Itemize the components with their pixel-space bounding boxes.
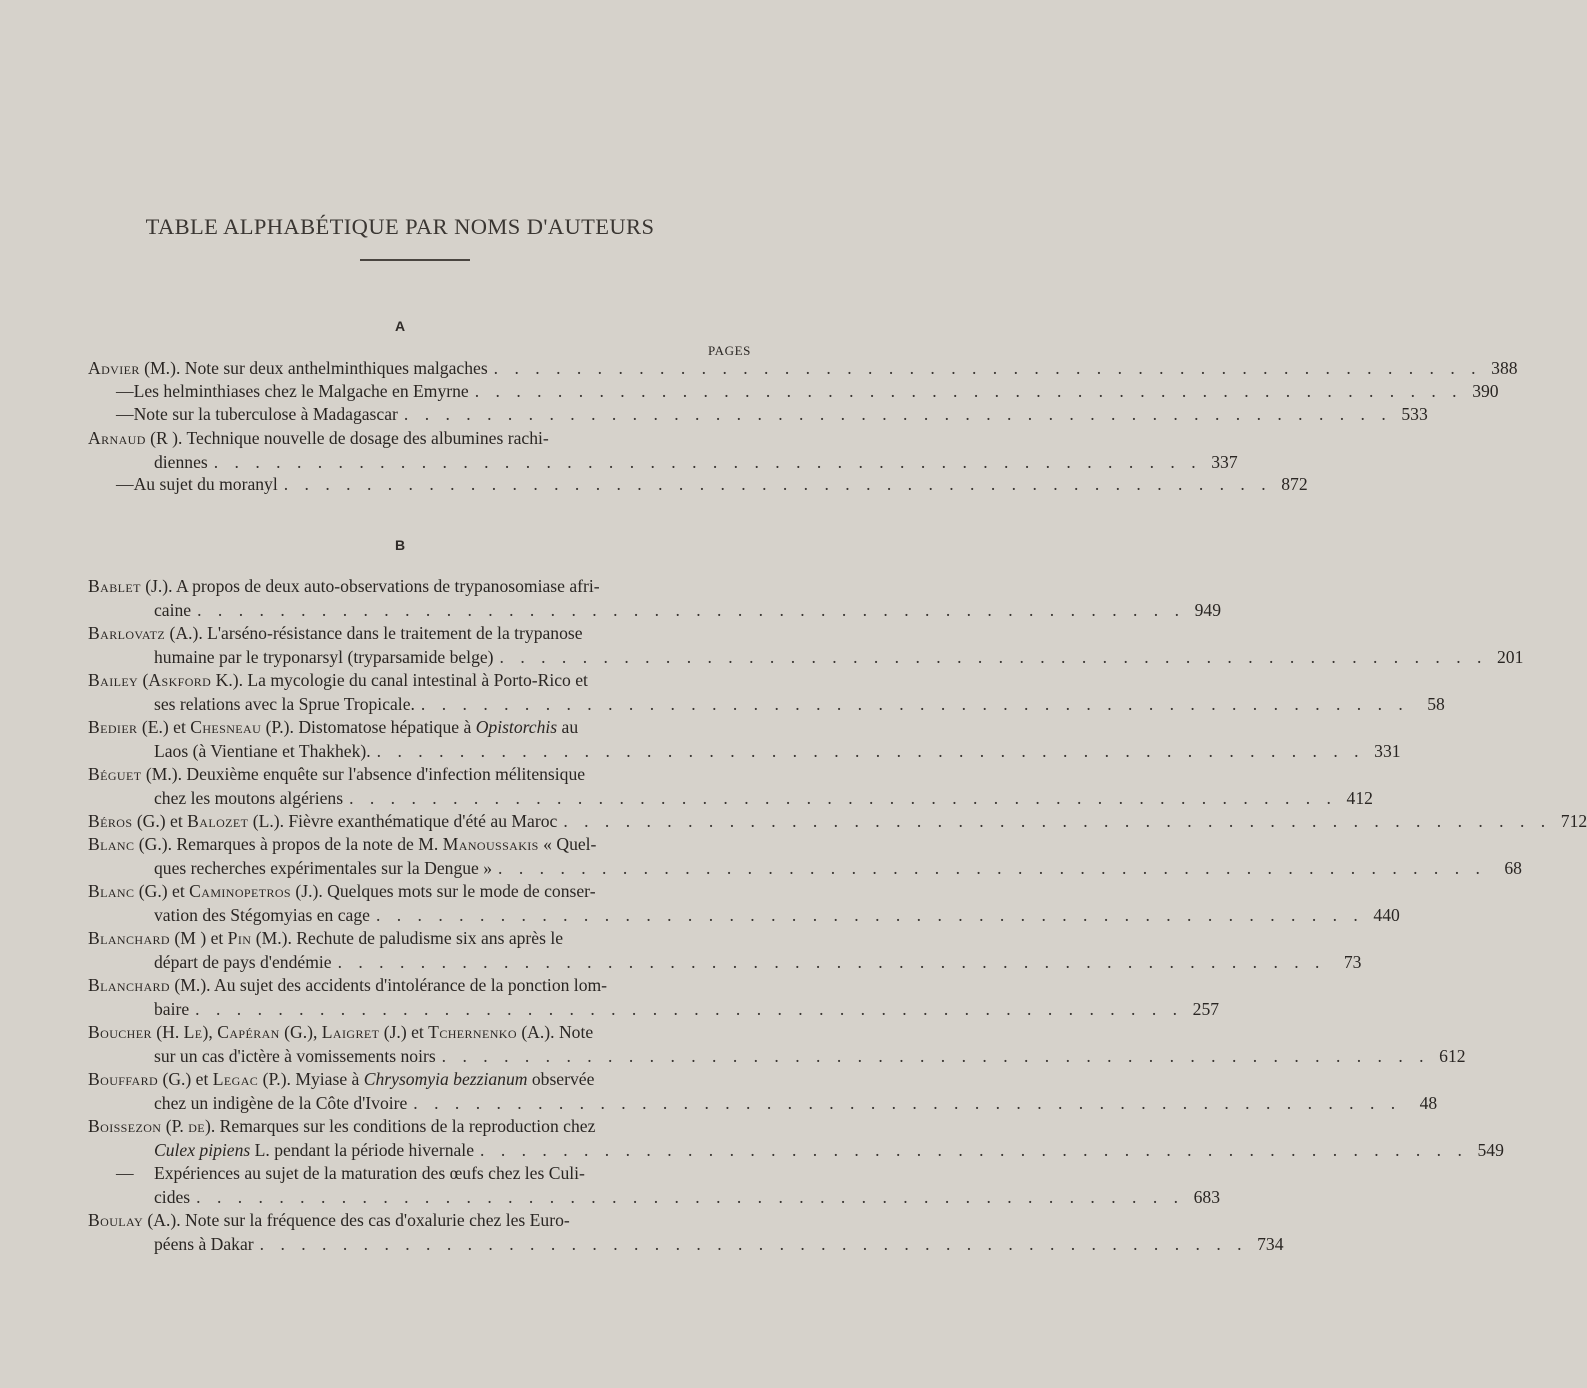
entry-text-part: ses relations avec la Sprue Tropicale. [154, 693, 415, 714]
entry-text-part: (G.) et [158, 1069, 213, 1089]
entry-text-part: (E.) et [137, 717, 191, 737]
author-name: Boulay [88, 1210, 144, 1230]
entry-text-part: (G.), [279, 1022, 322, 1042]
author-name: Béguet [88, 764, 142, 784]
entry-text [88, 716, 578, 740]
index-entry [88, 427, 1238, 474]
index-entry [88, 1068, 1438, 1115]
entry-text [88, 669, 588, 693]
author-name: Boissezon [88, 1116, 162, 1136]
entry-continuation [154, 857, 492, 881]
author-name: Legac [212, 1069, 259, 1089]
entry-first-line [88, 833, 752, 857]
author-name: Bablet [88, 576, 141, 596]
page-number: 390 [1472, 381, 1499, 401]
index-entry [88, 473, 1308, 497]
author-name: Tchernenko [428, 1022, 517, 1042]
dot-leader: . . . . . . . . . . . . . . . . . . . . . . . . . . . . . . . . . . . . . . . . . . . . . . . . [563, 811, 1552, 831]
entry-text-part: humaine par le tryponarsyl (tryparsamide belge) [154, 646, 494, 667]
page-number: 683 [1193, 1186, 1221, 1207]
page-number: 73 [1343, 951, 1362, 972]
entry-continuation-line [88, 998, 1220, 1022]
author-name: Capéran [217, 1022, 280, 1042]
entry-text-part: (M.). Rechute de paludisme six ans après le [251, 928, 564, 948]
index-entry [88, 880, 1400, 927]
author-name: Bailey [88, 670, 139, 690]
page-number: 48 [1419, 1092, 1438, 1113]
entry-text-part: (A.). Note sur la fréquence des cas d'oxalurie chez les Euro- [143, 1210, 570, 1230]
index-entry [88, 1162, 1221, 1209]
entry-text-part: cides [154, 1186, 191, 1207]
index-entry [88, 763, 1373, 810]
page-number: 734 [1257, 1233, 1284, 1254]
page-number: 201 [1497, 646, 1524, 667]
entry-continuation [154, 1233, 254, 1257]
entry-text-part: « Quel- [538, 834, 597, 854]
author-name: Blanc [88, 881, 135, 901]
dot-leader: . . . . . . . . . . . . . . . . . . . . . . . . . . . . . . . . . . . . . . . . . . . . . . . . [196, 1186, 1185, 1207]
dot-leader: . . . . . . . . . . . . . . . . . . . . . . . . . . . . . . . . . . . . . . . . . . . . . . . . [474, 381, 1463, 401]
entry-text-part: (P.). Distomatose hépatique à [261, 717, 476, 737]
entry-text-part: (J.). Quelques mots sur le mode de conser- [291, 881, 596, 901]
entry-text-part: (L.). Fièvre exanthématique d'été au Maroc [248, 811, 558, 831]
entry-text-part: (A.). L'arséno-résistance dans le traitement de la trypanose [165, 623, 583, 643]
index-entry [88, 357, 1518, 381]
entry-continuation-line [88, 1139, 1504, 1163]
entry-text [88, 575, 600, 599]
author-name: Blanchard [88, 928, 171, 948]
index-entry [88, 622, 1524, 669]
index-entry [88, 1209, 1284, 1256]
dot-leader: . . . . . . . . . . . . . . . . . . . . . . . . . . . . . . . . . . . . . . . . . . . . . . . . [493, 358, 1482, 378]
index-entry [88, 669, 1445, 716]
dot-leader: . . . . . . . . . . . . . . . . . . . . . . . . . . . . . . . . . . . . . . . . . . . . . . . . [349, 787, 1337, 808]
entry-continuation-line [88, 857, 1522, 881]
page-number: 331 [1374, 740, 1401, 761]
entry-first-line [88, 427, 752, 451]
entry-text-part: Laos (à Vientiane et Thakhek). [154, 740, 371, 761]
page-number: 58 [1427, 693, 1445, 714]
entry-text: Les helminthiases chez le Malgache en Emyrne [133, 381, 469, 401]
entry-continuation-line [88, 599, 1221, 623]
entry-first-line [88, 927, 752, 951]
entry-continuation [154, 740, 371, 764]
index-entry [88, 1021, 1466, 1068]
dot-leader: . . . . . . . . . . . . . . . . . . . . . . . . . . . . . . . . . . . . . . . . . . . . . . . . [498, 857, 1486, 878]
page-number: 712 [1560, 811, 1587, 831]
entry-text [88, 927, 563, 951]
index-entry [88, 716, 1401, 763]
author-name: Barlovatz [88, 623, 166, 643]
author-name: Blanc [88, 834, 135, 854]
entry-text [88, 833, 596, 857]
entry-text-part: vation des Stégomyias en cage [154, 904, 370, 925]
entry-first-line [88, 880, 752, 904]
author-name: Bouffard [88, 1069, 159, 1089]
entry-first-line [88, 974, 752, 998]
entry-first-line [88, 1162, 752, 1186]
entry-text-part: (G.) et [132, 811, 188, 831]
entry-first-line [88, 716, 752, 740]
author-name: Le [183, 1022, 203, 1042]
entry-continuation [154, 998, 189, 1022]
dot-leader: . . . . . . . . . . . . . . . . . . . . . . . . . . . . . . . . . . . . . . . . . . . . . . . . [195, 998, 1184, 1019]
index-entry [88, 380, 1499, 404]
entry-text [88, 1068, 594, 1092]
entry-first-line [88, 669, 752, 693]
dot-leader: . . . . . . . . . . . . . . . . . . . . . . . . . . . . . . . . . . . . . . . . . . . . . . . . [197, 599, 1185, 620]
dot-leader: . . . . . . . . . . . . . . . . . . . . . . . . . . . . . . . . . . . . . . . . . . . . . . . . [413, 1092, 1402, 1113]
author-name: de [188, 1116, 206, 1136]
author-name: Laigret [321, 1022, 380, 1042]
entry-first-line [88, 1209, 752, 1233]
entry-first-line [88, 473, 1308, 497]
entry-text-part: K.). La mycologie du canal intestinal à Porto-Rico et [211, 670, 588, 690]
entry-text-part: baire [154, 998, 190, 1019]
entry-text-part: (M ) et [170, 928, 228, 948]
entry-first-line [88, 403, 1428, 427]
author-name: Boucher [88, 1022, 152, 1042]
entry-text-part: caine [154, 599, 192, 620]
entry-text-part: ques recherches expérimentales sur la Dengue » [154, 857, 493, 878]
dot-leader: . . . . . . . . . . . . . . . . . . . . . . . . . . . . . . . . . . . . . . . . . . . . . . . . [420, 693, 1409, 714]
dot-leader: . . . . . . . . . . . . . . . . . . . . . . . . . . . . . . . . . . . . . . . . . . . . . . . . [213, 451, 1202, 472]
entry-text [88, 763, 585, 787]
page-number: 440 [1373, 904, 1400, 925]
page-number: 872 [1281, 474, 1308, 494]
entry-text-part: diennes [154, 451, 208, 472]
entry-continuation [154, 693, 415, 717]
entry-first-line [88, 763, 752, 787]
author-name: Advier [88, 358, 140, 378]
entry-text: Au sujet du moranyl [133, 474, 278, 494]
author-name: Béros [88, 811, 133, 831]
page-number: 949 [1194, 599, 1221, 620]
page-number: 533 [1401, 404, 1428, 424]
index-entry [88, 974, 1220, 1021]
author-name: Manoussakis [442, 834, 539, 854]
entry-continuation [154, 904, 370, 928]
author-name: Pin [227, 928, 252, 948]
dash-mark: — [116, 1163, 134, 1183]
entry-continuation-line [88, 646, 1524, 670]
index-entry [88, 575, 1221, 622]
entry-continuation-line [88, 1045, 1466, 1069]
section-letter-a: A [394, 318, 406, 334]
entry-continuation-line [88, 451, 1238, 475]
entry-text-part: (M.). Deuxième enquête sur l'absence d'infection mélitensique [141, 764, 586, 784]
entry-text: Note sur la tuberculose à Madagascar [133, 404, 398, 424]
dot-leader: . . . . . . . . . . . . . . . . . . . . . . . . . . . . . . . . . . . . . . . . . . . . . . . . [441, 1045, 1430, 1066]
title-rule [360, 259, 470, 261]
entry-first-line [88, 622, 752, 646]
entry-continuation [154, 599, 191, 623]
entry-text [88, 427, 549, 451]
entry-text-part: ( [138, 670, 149, 690]
page-number: 612 [1439, 1045, 1466, 1066]
dash-mark: — [116, 381, 134, 401]
author-name: Bedier [88, 717, 138, 737]
entry-first-line [88, 1068, 752, 1092]
entry-text-part: observée [527, 1069, 595, 1089]
entry-continuation-line [88, 787, 1373, 811]
entry-text-part: (J.). A propos de deux auto-observations de trypanosomiase afri- [140, 576, 600, 596]
entry-first-line [88, 575, 752, 599]
entry-text [88, 1209, 570, 1233]
entry-text-part: ). Remarques sur les conditions de la reproduction chez [205, 1116, 596, 1136]
dot-leader: . . . . . . . . . . . . . . . . . . . . . . . . . . . . . . . . . . . . . . . . . . . . . . . . [259, 1233, 1248, 1254]
dash-mark: — [116, 404, 134, 424]
entry-text-part: (P.). Myiase à [258, 1069, 364, 1089]
italic-taxon: Opistorchis [475, 717, 558, 737]
entry-first-line [88, 810, 1587, 834]
entry-text-part: (H. [151, 1022, 184, 1042]
dot-leader: . . . . . . . . . . . . . . . . . . . . . . . . . . . . . . . . . . . . . . . . . . . . . . . . [499, 646, 1488, 667]
entry-continuation-line [88, 1186, 1221, 1210]
entry-text-part: ), [202, 1022, 218, 1042]
pages-column-label: PAGES [708, 343, 751, 358]
author-name: Arnaud [88, 428, 146, 448]
page-number: 388 [1491, 358, 1518, 378]
entry-text-part: (G.) et [134, 881, 190, 901]
page-title: TABLE ALPHABÉTIQUE PAR NOMS D'AUTEURS [145, 214, 655, 239]
dot-leader: . . . . . . . . . . . . . . . . . . . . . . . . . . . . . . . . . . . . . . . . . . . . . . . . [375, 904, 1364, 925]
entry-text-part: (M.). Note sur deux anthelminthiques malgaches [139, 358, 488, 378]
entry-continuation-line [88, 1233, 1284, 1257]
dot-leader: . . . . . . . . . . . . . . . . . . . . . . . . . . . . . . . . . . . . . . . . . . . . . . . . [403, 404, 1392, 424]
page-number: 412 [1346, 787, 1373, 808]
entry-text-part: au [557, 717, 579, 737]
entry-text [88, 357, 488, 381]
entry-text [88, 1115, 595, 1139]
entry-text-part: (J.) et [379, 1022, 429, 1042]
index-entry [88, 810, 1587, 834]
entry-continuation [154, 1186, 190, 1210]
entry-text-part: sur un cas d'ictère à vomissements noirs [154, 1045, 436, 1066]
entry-continuation [154, 646, 494, 670]
page-number: 337 [1211, 451, 1238, 472]
entry-first-line [88, 1021, 752, 1045]
entry-text-part: (G.). Remarques à propos de la note de M. [134, 834, 443, 854]
entry-text [88, 622, 583, 646]
entry-text-part: (M.). Au sujet des accidents d'intolérance de la ponction lom- [170, 975, 608, 995]
entry-text [88, 880, 596, 904]
index-entry [88, 927, 1362, 974]
entry-text-part: départ de pays d'endémie [154, 951, 332, 972]
entry-first-line [88, 1115, 752, 1139]
entry-text-part: (A.). Note [516, 1022, 594, 1042]
author-name: Balozet [187, 811, 249, 831]
page-number: 257 [1192, 998, 1220, 1019]
entry-continuation-line [88, 1092, 1438, 1116]
entry-text-part: péens à Dakar [154, 1233, 254, 1254]
entry-text [88, 1021, 593, 1045]
dot-leader: . . . . . . . . . . . . . . . . . . . . . . . . . . . . . . . . . . . . . . . . . . . . . . . . [480, 1139, 1468, 1160]
index-entry [88, 403, 1428, 427]
entry-continuation-line [88, 904, 1400, 928]
entry-text-part: chez les moutons algériens [154, 787, 344, 808]
author-name: Chesneau [190, 717, 262, 737]
entry-continuation-line [88, 693, 1445, 717]
dash-mark: — [116, 474, 134, 494]
entry-continuation [154, 1139, 474, 1163]
entry-first-line [88, 380, 1499, 404]
author-name: Blanchard [88, 975, 171, 995]
dot-leader: . . . . . . . . . . . . . . . . . . . . . . . . . . . . . . . . . . . . . . . . . . . . . . . . [283, 474, 1272, 494]
entry-continuation [154, 787, 343, 811]
entry-continuation [154, 451, 208, 475]
entry-continuation [154, 1045, 436, 1069]
page-number: 549 [1477, 1139, 1504, 1160]
entry-continuation-line [88, 951, 1362, 975]
entry-text-part: (R ). Technique nouvelle de dosage des albumines rachi- [145, 428, 549, 448]
entry-text-part: chez un indigène de la Côte d'Ivoire [154, 1092, 408, 1113]
section-letter-b: B [394, 537, 406, 553]
entry-continuation [154, 1092, 407, 1116]
index-entry [88, 1115, 1504, 1162]
author-name: Caminopetros [189, 881, 292, 901]
italic-taxon: Culex pipiens [154, 1139, 251, 1160]
dot-leader: . . . . . . . . . . . . . . . . . . . . . . . . . . . . . . . . . . . . . . . . . . . . . . . . [337, 951, 1326, 972]
italic-taxon: Chrysomyia bezzianum [363, 1069, 528, 1089]
page-number: 68 [1504, 857, 1522, 878]
entry-continuation-line [88, 740, 1401, 764]
entry-continuation [154, 951, 332, 975]
author-name: Askford [148, 670, 212, 690]
entry-text [88, 810, 557, 834]
entry-text-part: L. pendant la période hivernale [250, 1139, 475, 1160]
dot-leader: . . . . . . . . . . . . . . . . . . . . . . . . . . . . . . . . . . . . . . . . . . . . . . . . [376, 740, 1365, 761]
index-entry [88, 833, 1522, 880]
entry-text: Expériences au sujet de la maturation des œufs chez les Culi- [154, 1163, 585, 1183]
entry-text-part: (P. [161, 1116, 189, 1136]
entry-first-line [88, 357, 1518, 381]
entry-text [88, 974, 607, 998]
